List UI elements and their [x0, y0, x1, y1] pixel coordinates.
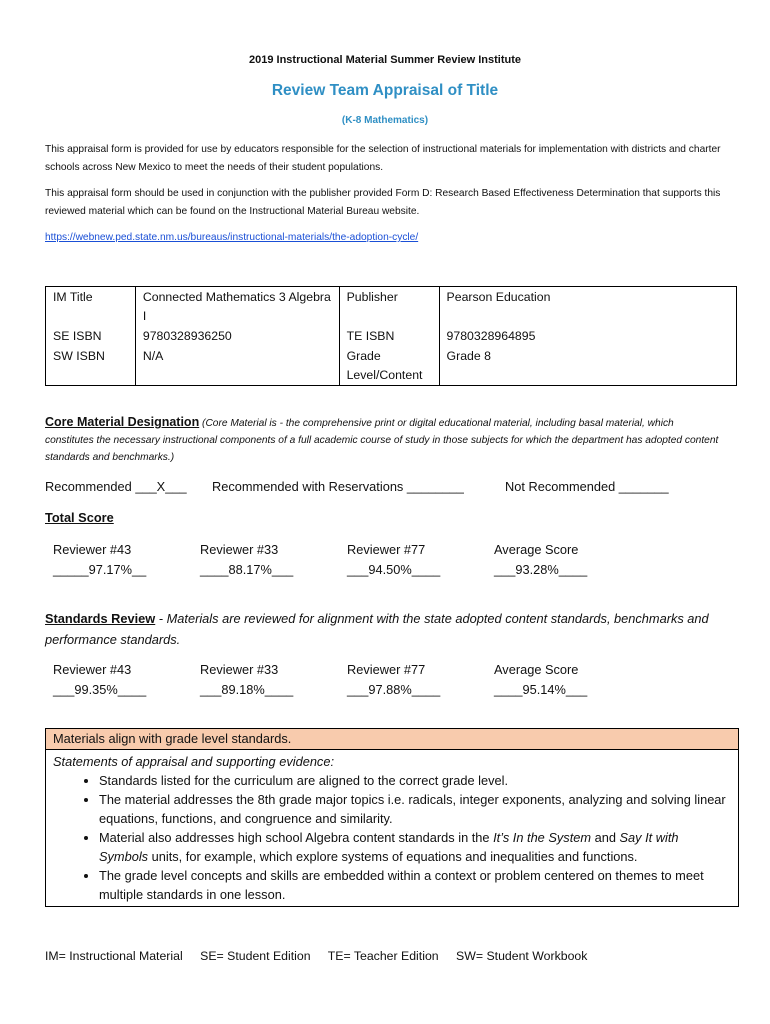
table-row — [46, 326, 737, 346]
standards-reviewer-77 — [347, 660, 440, 700]
core-material-description: (Core Material is - the comprehensive print or digital educational material, including basal material, which constitutes the necessary instructional components of a full academic course of study in those subjects for which the department has adopted content standards and benchmarks.) — [45, 418, 719, 463]
unit-title: Say It with Symbols — [99, 830, 679, 864]
standards-review — [45, 608, 725, 650]
table-cell-label: IM Title — [46, 287, 136, 327]
average-label: Average Score — [494, 542, 579, 557]
reviewer-label: Reviewer #43 — [53, 542, 132, 557]
average-score: ____95.14%___ — [494, 682, 588, 697]
reviewer-label: Reviewer #77 — [347, 542, 426, 557]
legend-sw: SW= Student Workbook — [456, 949, 588, 963]
standards-review-heading: Standards Review — [45, 611, 156, 626]
table-cell-value: 9780328964895 — [439, 326, 736, 346]
not-recommended-option: Not Recommended _______ — [505, 479, 669, 494]
total-score-average — [494, 540, 587, 580]
table-cell-label: SW ISBN — [46, 346, 136, 386]
table-cell-value: N/A — [135, 346, 339, 386]
intro-paragraph-2: This appraisal form should be used in conjunction with the publisher provided Form D: Research Based Effectiveness Determination that supports this reviewed material which can be found on the Instructional Material Bureau website. — [45, 188, 721, 217]
legend-im: IM= Instructional Material — [45, 949, 183, 963]
table-row — [46, 287, 737, 327]
table-cell-label: SE ISBN — [46, 326, 136, 346]
standards-review-description: - Materials are reviewed for alignment with the state adopted content standards, benchmarks and performance standards. — [45, 611, 709, 647]
table-cell-value: Connected Mathematics 3 Algebra I — [135, 287, 339, 327]
table-cell-label: Publisher — [339, 287, 439, 327]
legend-se: SE= Student Edition — [200, 949, 311, 963]
adoption-cycle-link[interactable]: https://webnew.ped.state.nm.us/bureaus/instructional-materials/the-adoption-cycle/ — [45, 232, 419, 243]
bullet-text: units, for example, which explore systems of equations and inequalities and functions. — [148, 849, 638, 864]
intro-paragraph-1: This appraisal form is provided for use by educators responsible for the selection of instructional materials for implementation with districts and charter schools across New Mexico to meet the needs of their student populations. — [45, 144, 721, 173]
reviewer-score: ____88.17%___ — [200, 562, 294, 577]
table-row — [46, 346, 737, 386]
core-material-designation — [45, 414, 725, 466]
page-subtitle: (K-8 Mathematics) — [341, 115, 429, 126]
evidence-statement-label: Statements of appraisal and supporting evidence: — [53, 754, 335, 769]
material-info-table — [45, 286, 737, 386]
average-score: ___93.28%____ — [494, 562, 588, 577]
reviewer-label: Reviewer #77 — [347, 662, 426, 677]
unit-title: It’s In the System — [493, 830, 592, 845]
table-cell-label: TE ISBN — [339, 326, 439, 346]
standards-reviewer-43 — [53, 660, 146, 700]
reviewer-score: ___89.18%____ — [200, 682, 294, 697]
reviewer-score: ___97.88%____ — [347, 682, 441, 697]
reviewer-score: ___94.50%____ — [347, 562, 441, 577]
average-label: Average Score — [494, 662, 579, 677]
total-score-reviewer-43 — [53, 540, 146, 580]
total-score-heading: Total Score — [45, 510, 114, 525]
standards-average — [494, 660, 587, 700]
legend-te: TE= Teacher Edition — [327, 949, 439, 963]
bullet-text: Material also addresses high school Algebra content standards in the — [99, 830, 494, 845]
list-item: • Standards listed for the curriculum are aligned to the correct grade level. — [99, 771, 731, 790]
reviewer-label: Reviewer #43 — [53, 662, 132, 677]
table-cell-value: 9780328936250 — [135, 326, 339, 346]
table-cell-value: Grade 8 — [439, 346, 736, 386]
institute-heading: 2019 Instructional Material Summer Review Institute — [248, 54, 522, 66]
reviewer-label: Reviewer #33 — [200, 662, 279, 677]
bullet-text: and — [591, 830, 620, 845]
total-score-reviewer-33 — [200, 540, 293, 580]
alignment-heading: Materials align with grade level standards. — [46, 729, 738, 750]
standards-reviewer-33 — [200, 660, 293, 700]
abbreviation-legend — [45, 949, 601, 963]
table-cell-label: Grade Level/Content — [339, 346, 439, 386]
evidence-list — [53, 771, 731, 904]
alignment-body — [46, 750, 738, 906]
list-item: • The grade level concepts and skills are embedded within a context or problem centered on themes to meet multiple standards in one lesson. — [99, 866, 731, 904]
page-title: Review Team Appraisal of Title — [271, 82, 499, 99]
recommended-option: Recommended ___X___ — [45, 479, 187, 494]
reviewer-score: ___99.35%____ — [53, 682, 147, 697]
table-cell-value: Pearson Education — [439, 287, 736, 327]
total-score-reviewer-77 — [347, 540, 440, 580]
reviewer-score: _____97.17%__ — [53, 562, 147, 577]
core-material-heading: Core Material Designation — [45, 415, 200, 429]
recommended-with-reservations-option: Recommended with Reservations ________ — [212, 479, 464, 494]
alignment-evidence-box — [45, 728, 739, 907]
reviewer-label: Reviewer #33 — [200, 542, 279, 557]
list-item — [99, 828, 731, 866]
list-item: • The material addresses the 8th grade major topics i.e. radicals, integer exponents, analyzing and solving linear equations, functions, and congruence and similarity. — [99, 790, 731, 828]
